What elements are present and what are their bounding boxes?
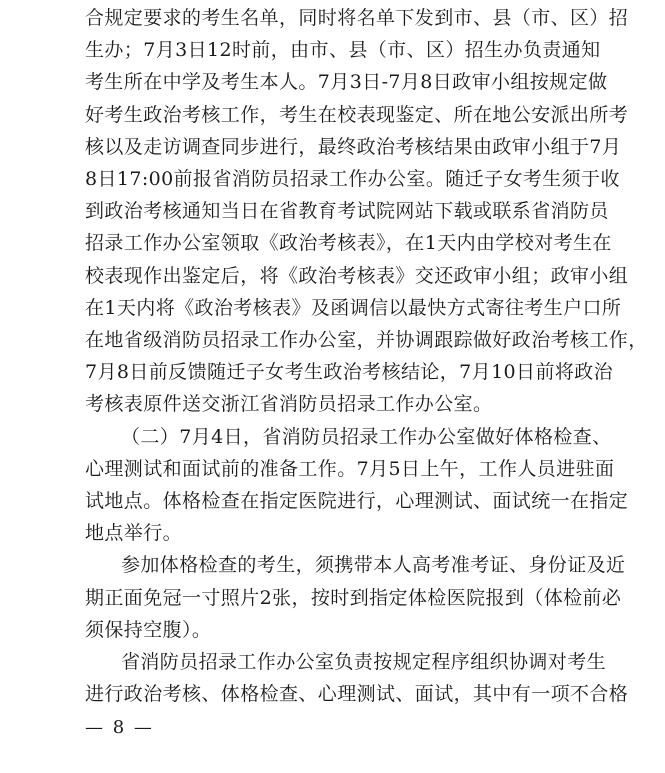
text-line: 须保持空腹）。: [85, 618, 212, 641]
text-line: 到政治考核通知当日在省教育考试院网站下载或联系省消防员: [85, 200, 609, 223]
text-line: 考核表原件送交浙江省消防员招录工作办公室。: [85, 393, 493, 416]
text-line: 进行政治考核、体格检查、心理测试、面试，其中有一项不合格: [85, 683, 629, 706]
paragraph-2: [85, 421, 629, 550]
text-line: 考生所在中学及考生本人。7月3日-7月8日政审小组按规定做: [85, 71, 608, 94]
page-number: — 8 —: [85, 717, 154, 738]
text-line: 7月8日前反馈随迁子女考生政治考核结论，7月10日前将政治: [85, 361, 614, 384]
text-line: 合规定要求的考生名单，同时将名单下发到市、县（市、区）招: [85, 7, 629, 29]
text-line: 校表现作出鉴定后，将《政治考核表》交还政审小组；政审小组: [85, 264, 629, 287]
text-line: 地点举行。: [85, 522, 183, 545]
text-line: 招录工作办公室领取《政治考核表》，在1天内由学校对考生在: [85, 232, 612, 255]
text-line: 生办；7月3日12时前，由市、县（市、区）招生办负责通知: [85, 39, 601, 62]
text-line: 8日17:00前报省消防员招录工作办公室。随迁子女考生须于收: [85, 168, 620, 191]
paragraph-4: [85, 646, 629, 710]
text-line: 期正面免冠一寸照片2张，按时到指定体检医院报到（体检前必: [85, 586, 622, 609]
text-line: （二）7月4日，省消防员招录工作办公室做好体格检查、: [121, 425, 612, 448]
text-line: 参加体格检查的考生，须携带本人高考准考证、身份证及近: [121, 554, 626, 577]
text-line: 心理测试和面试前的准备工作。7月5日上午，工作人员进驻面: [85, 457, 615, 480]
paragraph-3: [85, 549, 626, 646]
text-line: 省消防员招录工作办公室负责按规定程序组织协调对考生: [121, 651, 607, 674]
document-body: [85, 2, 648, 710]
text-line: 在1天内将《政治考核表》及函调信以最快方式寄往考生户口所: [85, 296, 622, 319]
text-line: 好考生政治考核工作，考生在校表现鉴定、所在地公安派出所考: [85, 103, 629, 126]
paragraph-1: [85, 2, 648, 421]
text-line: 在地省级消防员招录工作办公室，并协调跟踪做好政治考核工作，: [85, 329, 648, 352]
text-line: 试地点。体格检查在指定医院进行，心理测试、面试统一在指定: [85, 490, 629, 513]
text-line: 核以及走访调查同步进行，最终政治考核结果由政审小组于7月: [85, 135, 622, 158]
